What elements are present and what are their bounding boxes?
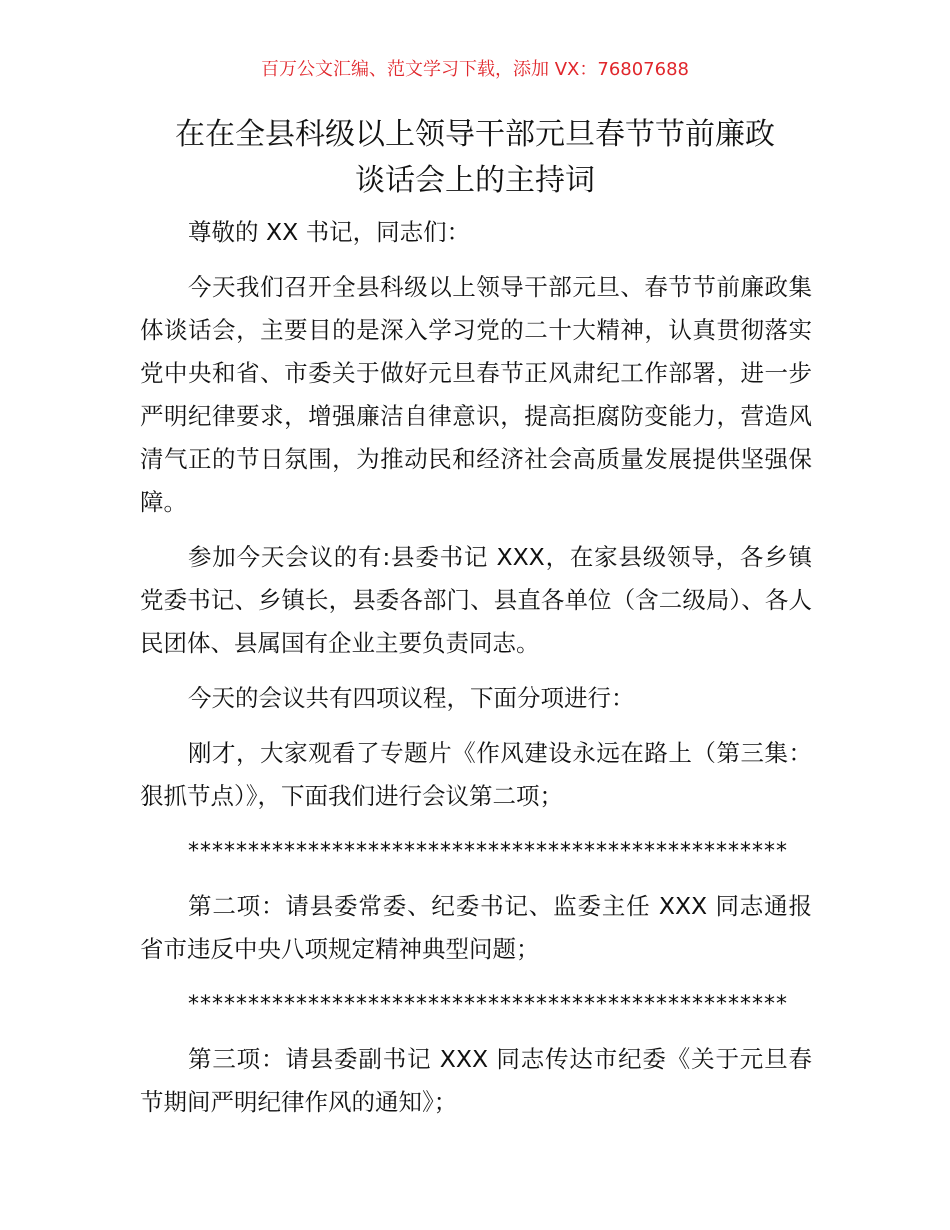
title-line-2: 谈话会上的主持词 <box>355 163 595 198</box>
paragraph-item-one: 刚才，大家观看了专题片《作风建设永远在路上（第三集：狠抓节点）》，下面我们进行会议第二项； <box>140 739 812 810</box>
paragraph-attendees: 参加今天会议的有:县委书记 XXX，在家县级领导，各乡镇党委书记、乡镇长，县委各部门、县直各单位（含二级局）、各人民团体、县属国有企业主要负责同志。 <box>140 543 812 657</box>
separator-stars: ************************************************** <box>188 992 788 1017</box>
separator-stars: ************************************************** <box>188 839 788 864</box>
document-body <box>140 211 812 1136</box>
title-line-1: 在在全县科级以上领导干部元旦春节节前廉政 <box>175 117 775 152</box>
paragraph-purpose: 今天我们召开全县科级以上领导干部元旦、春节节前廉政集体谈话会，主要目的是深入学习党的二十大精神，认真贯彻落实党中央和省、市委关于做好元旦春节正风肃纪工作部署，进一步严明纪律要求，增强廉洁自律意识，提高拒腐防变能力，营造风清气正的节日氛围，为推动民和经济社会高质量发展提供坚强保障。 <box>140 273 812 516</box>
paragraph-item-two: 第二项：请县委常委、纪委书记、监委主任 XXX 同志通报省市违反中央八项规定精神典型问题； <box>140 892 812 963</box>
document-title <box>120 112 830 204</box>
paragraph-agenda: 今天的会议共有四项议程，下面分项进行： <box>188 684 635 712</box>
salutation: 尊敬的 XX 书记，同志们： <box>188 218 471 246</box>
paragraph-item-three: 第三项：请县委副书记 XXX 同志传达市纪委《关于元旦春节期间严明纪律作风的通知》； <box>140 1045 812 1116</box>
header-banner: 百万公文汇编、范文学习下载，添加 VX：76807688 <box>261 59 689 80</box>
